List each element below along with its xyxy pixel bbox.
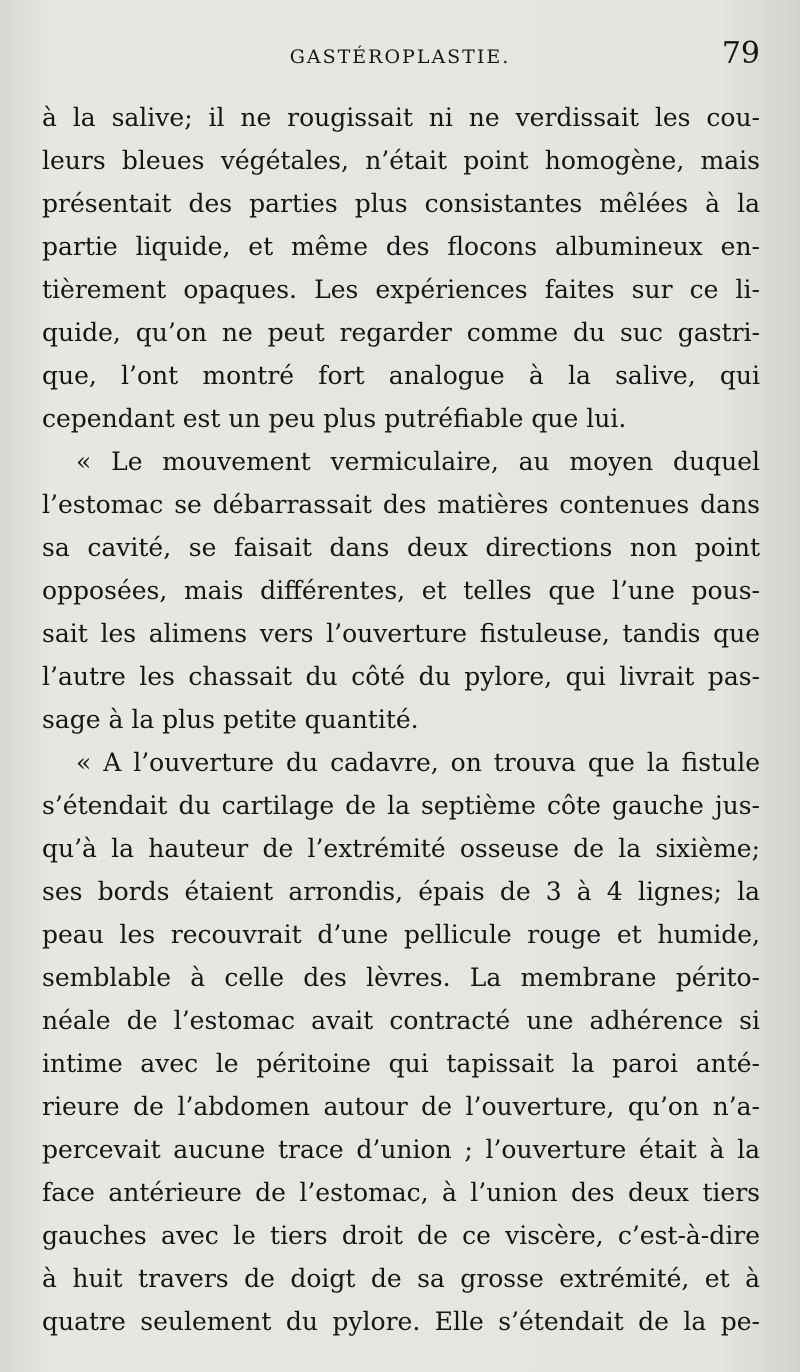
text-line: rieure de l’abdomen autour de l’ouverture, qu’on n’a- <box>42 1092 760 1121</box>
body-text <box>42 96 760 1343</box>
text-line: partie liquide, et même des flocons albumineux en- <box>42 232 760 261</box>
text-line: quatre seulement du pylore. Elle s’étendait de la pe- <box>42 1307 760 1336</box>
text-line: sage à la plus petite quantité. <box>42 705 419 734</box>
page-number: 79 <box>721 36 760 71</box>
text-line: quide, qu’on ne peut regarder comme du suc gastri- <box>42 318 760 347</box>
text-line: face antérieure de l’estomac, à l’union des deux tiers <box>42 1178 760 1207</box>
text-line: cependant est un peu plus putréfiable que lui. <box>42 404 627 433</box>
running-title: GASTÉROPLASTIE. <box>289 46 511 68</box>
text-line: s’étendait du cartilage de la septième côte gauche jus- <box>42 791 760 820</box>
text-line: gauches avec le tiers droit de ce viscère, c’est-à-dire <box>42 1221 760 1250</box>
text-line: à huit travers de doigt de sa grosse extrémité, et à <box>42 1264 760 1293</box>
text-line: sait les alimens vers l’ouverture fistuleuse, tandis que <box>42 619 760 648</box>
text-line: peau les recouvrait d’une pellicule rouge et humide, <box>42 920 760 949</box>
text-line: qu’à la hauteur de l’extrémité osseuse de la sixième; <box>42 834 760 863</box>
text-line: l’estomac se débarrassait des matières contenues dans <box>42 490 760 519</box>
text-line: l’autre les chassait du côté du pylore, qui livrait pas- <box>42 662 760 691</box>
text-line: opposées, mais différentes, et telles que l’une pous- <box>42 576 760 605</box>
text-line: semblable à celle des lèvres. La membrane périto- <box>42 963 760 992</box>
text-line: intime avec le péritoine qui tapissait la paroi anté- <box>42 1049 760 1078</box>
text-line: « Le mouvement vermiculaire, au moyen duquel <box>76 447 760 476</box>
text-line: tièrement opaques. Les expériences faites sur ce li- <box>42 275 760 304</box>
text-line: présentait des parties plus consistantes mêlées à la <box>42 189 760 218</box>
text-line: sa cavité, se faisait dans deux directions non point <box>42 533 760 562</box>
text-line: percevait aucune trace d’union ; l’ouverture était à la <box>42 1135 760 1164</box>
text-line: néale de l’estomac avait contracté une adhérence si <box>42 1006 760 1035</box>
text-line: à la salive; il ne rougissait ni ne verdissait les cou- <box>42 103 760 132</box>
text-line: ses bords étaient arrondis, épais de 3 à 4 lignes; la <box>42 877 760 906</box>
text-line: « A l’ouverture du cadavre, on trouva que la fistule <box>76 748 760 777</box>
text-line: leurs bleues végétales, n’était point homogène, mais <box>42 146 760 175</box>
text-line: que, l’ont montré fort analogue à la salive, qui <box>42 361 760 390</box>
